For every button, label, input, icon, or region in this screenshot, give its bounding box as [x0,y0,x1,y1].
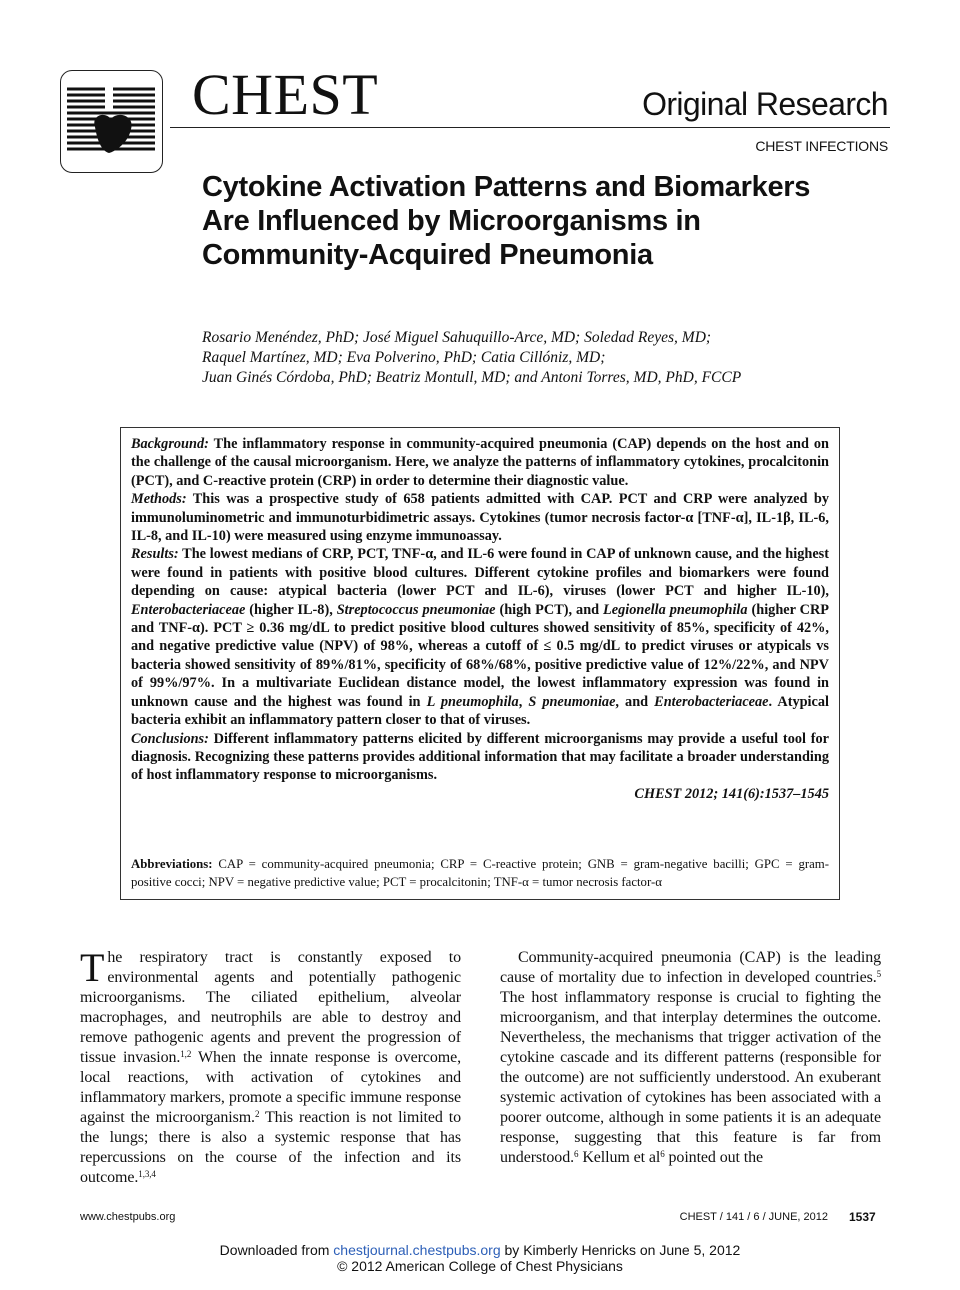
abstract-background: Background: The inflammatory response in community-acquired pneumonia (CAP) depends on the host and on the challenge of the causal microorganism. Here, we analyze the patterns of inflammatory cytokines, procalcitonin (PCT), and C-reactive protein (CRP) in order to determine their diagnostic value. [131,436,829,489]
copyright-notice: © 2012 American College of Chest Physicians [337,1258,623,1274]
background-label: Background: [131,436,209,452]
page-number: 1537 [849,1210,876,1224]
abbreviations: Abbreviations: CAP = community-acquired pneumonia; CRP = C-reactive protein; GNB = gram-negative bacilli; GPC = gram-positive cocci; NPV = negative predictive value; PCT = procalcitonin; TNF-α = tumor necrosis factor-α [131,857,830,889]
section-label: Original Research [642,86,888,122]
body-paragraph: The respiratory tract is constantly exposed to environmental agents and potentially pathogenic microorganisms. The ciliated epithelium, alveolar macrophages, and neutrophils are able to destroy and remove pathogenic agents and prevent the progression of tissue invasion.$^{1,2}$ When the innate response is overcome, local reactions, with activation of cytokines and inflammatory markers, promote a specific immune response against the microorganism.$^2$ This reaction is not limited to the lungs; there is also a systemic response that has repercussions on the course of the infection and its outcome.$^{1,3,4}$ [80,945,461,1186]
abbreviations-label: Abbreviations: [131,857,213,871]
download-notice: Downloaded from chestjournal.chestpubs.org by Kimberly Henricks on June 5, 2012 [219,1242,741,1258]
reference-marker: 6 [660,1149,665,1159]
body-column-right [500,948,881,1168]
methods-label: Methods: [131,491,187,508]
header-rule [170,127,890,128]
subsection-label: CHEST INFECTIONS [755,138,888,154]
article-title: Cytokine Activation Patterns and Biomarkers Are Influenced by Microorganisms in Community-Acquired Pneumonia [202,171,811,271]
reference-marker: 1,3,4 [138,1169,156,1179]
author-line: Rosario Menéndez, PhD; José Miguel Sahuquillo-Arce, MD; Soledad Reyes, MD; [202,329,712,346]
reference-marker: 1,2 [180,1049,192,1059]
body-paragraph: Community-acquired pneumonia (CAP) is the leading cause of mortality due to infection in developed countries.$^5$ The host inflammatory response is crucial to fighting the microorganism, and that interplay determines the outcome. Nevertheless, the mechanisms that trigger activation of the cytokine cascade and its different patterns (responsible for the outcome) are not sufficiently understood. An exuberant systemic activation of cytokines has been associated with a poorer outcome, although in some patients it is an adequate response, suggesting that this feature is far from understood.$^6$ Kellum et $al^6$ pointed out the [500,949,881,1166]
body-column-left [80,945,461,1188]
author-line: Juan Ginés Córdoba, PhD; Beatriz Montull, MD; and Antoni Torres, MD, PhD, FCCP [202,369,742,386]
lungs-heart-icon [61,71,161,171]
abstract [131,435,829,803]
journal-name: CHEST [192,62,379,127]
reference-marker: 6 [574,1149,579,1159]
footer-issue: CHEST / 141 / 6 / JUNE, 2012 [679,1211,828,1223]
author-line: Raquel Martínez, MD; Eva Polverino, PhD; Catia Cillóniz, MD; [202,349,606,366]
results-label: Results: [131,546,179,563]
footer-url: www.chestpubs.org [80,1211,176,1223]
download-link[interactable]: chestjournal.chestpubs.org [333,1242,501,1258]
reference-marker: 2 [254,1109,260,1119]
citation: CHEST 2012; 141(6):1537–1545 [634,785,829,802]
abstract-results: Results: The lowest medians of CRP, PCT, TNF-α, and IL-6 were found in CAP of unknown cause, and the highest were found in patients with positive blood cultures. Different cytokine profiles and biomarkers were found depending on cause: atypical bacteria (lower PCT and IL-6), viruses (lower PCT and higher IL-10), Enterobacteriaceae (higher IL-8), Streptococcus pneumoniae (high PCT), and Legionella pneumophila (higher CRP and TNF-α). PCT ≥ 0.36 mg/dL to predict positive blood cultures showed sensitivity of 85%, specificity of 42%, and negative predictive value (NPV) of 98%, whereas a cutoff of ≤ 0.5 mg/dL to predict viruses or atypicals vs bacteria showed sensitivity of 89%/81%, specificity of 68%/68%, positive predictive value of 12%/22%, and NPV of 99%/97%. In a multivariate Euclidean distance model, the lowest inflammatory expression was found in unknown cause and the highest was found in L pneumophila, S pneumoniae, and Enterobacteriaceae. Atypical bacteria exhibit an inflammatory pattern closer to that of viruses. [131,546,830,729]
abstract-methods: Methods: This was a prospective study of 658 patients admitted with CAP. PCT and CRP were analyzed by immunoluminometric and immunoturbidimetric assays. Cytokines (tumor necrosis factor-α [TNF-α], IL-1β, IL-6, IL-8, and IL-10) were measured using enzyme immunoassay. [131,491,829,545]
author-list [202,328,862,388]
abstract-conclusions: Conclusions: Different inflammatory patterns elicited by different microorganisms may provide a useful tool for diagnosis. Recognizing these patterns provides additional information that may facilitate a broader understanding of host inflammatory response to microorganisms. [131,730,829,784]
drop-cap: T [80,945,105,990]
conclusions-label: Conclusions: [131,730,209,747]
reference-marker: 5 [876,969,881,979]
journal-logo [60,70,163,173]
